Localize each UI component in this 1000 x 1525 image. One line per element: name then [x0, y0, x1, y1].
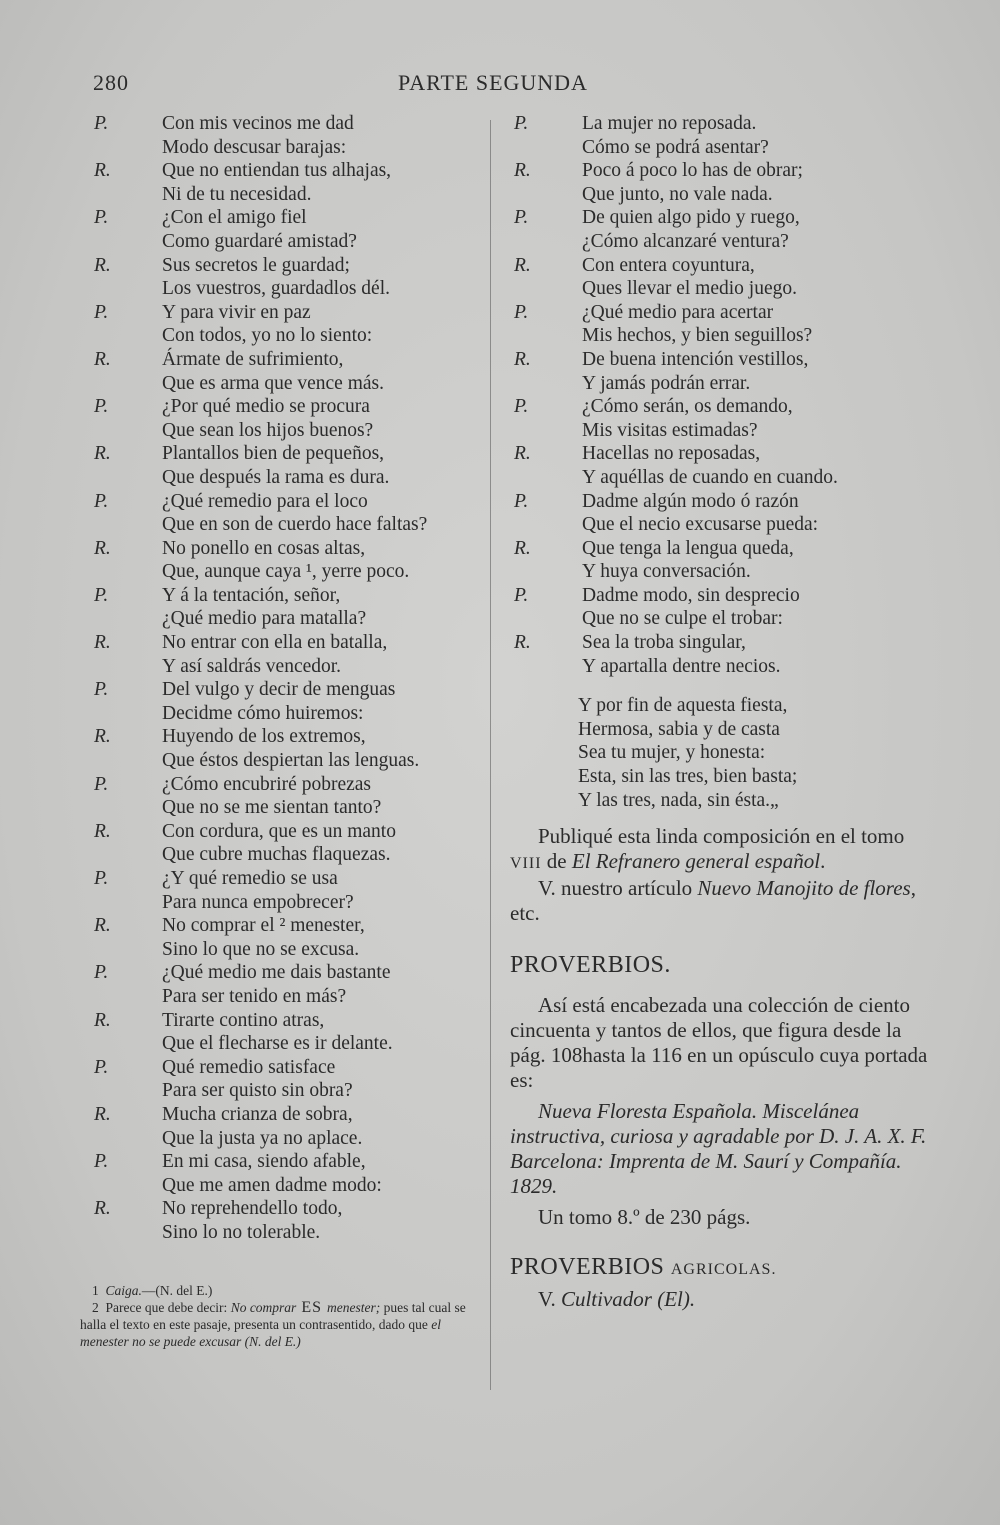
verse-lines	[162, 678, 490, 725]
verse-lines	[582, 112, 930, 159]
left-column	[90, 112, 490, 1245]
dialogue-exchange	[90, 1009, 490, 1056]
verse-line: Con todos, yo no lo siento:	[162, 325, 373, 347]
pub-text: Publiqué esta linda composición en el tomo	[538, 824, 905, 849]
speaker-label: R.	[94, 820, 111, 842]
verse-line: ¿Cómo encubriré pobrezas	[162, 773, 371, 795]
verse-line: Que el flecharse es ir delante.	[162, 1033, 393, 1055]
footnote-text: —(N. del E.)	[141, 1283, 213, 1298]
verse-line: No entrar con ella en batalla,	[162, 632, 388, 654]
footnote-italic: el menester no se puede excusar (N. del E.)	[80, 1317, 441, 1349]
page-number: 280	[93, 70, 129, 95]
agricolas-small: AGRICOLAS.	[670, 1261, 777, 1279]
speaker-label: P.	[94, 1056, 109, 1078]
proverbios-intro: Así está encabezada una colección de ciento cincuenta y tantos de ellos, que figura desde la pág. 108hasta la 116 en un opúsculo cuya portada es:	[510, 993, 928, 1093]
speaker-label: P.	[94, 679, 109, 701]
verse-lines	[582, 442, 930, 489]
verse-line: Ármate de sufrimiento,	[162, 348, 344, 370]
verse-lines	[162, 1056, 490, 1103]
dialogue-exchange	[90, 820, 490, 867]
stanza-line: Sea tu mujer, y honesta:	[578, 742, 766, 764]
verse-lines	[582, 631, 930, 678]
verse-line: Que, aunque caya ¹, yerre poco.	[162, 561, 410, 583]
verse-line: Y huya conversación.	[582, 561, 751, 583]
verse-line: Que no se me sientan tanto?	[162, 797, 382, 819]
verse-line: Mis visitas estimadas?	[582, 419, 758, 441]
dialogue-exchange	[510, 631, 930, 678]
verse-line: Mis hechos, y bien seguillos?	[582, 325, 813, 347]
verse-line: ¿Qué medio para acertar	[582, 301, 774, 323]
speaker-label: P.	[514, 584, 529, 606]
verse-lines	[162, 442, 490, 489]
verse-line: Hacellas no reposadas,	[582, 443, 761, 465]
verse-lines	[162, 1150, 490, 1197]
speaker-label: R.	[514, 160, 531, 182]
dialogue-exchange	[90, 159, 490, 206]
verse-line: Decidme cómo huiremos:	[162, 702, 364, 724]
see-also-note	[510, 876, 930, 926]
verse-line: Modo descusar barajas:	[162, 136, 347, 158]
verse-line: ¿Qué medio para matalla?	[162, 608, 367, 630]
verse-line: Y así saldrás vencedor.	[162, 655, 342, 677]
speaker-label: R.	[94, 1009, 111, 1031]
speaker-label: P.	[514, 490, 529, 512]
speaker-label: P.	[514, 207, 529, 229]
verse-line: No comprar el ² menester,	[162, 915, 365, 937]
dialogue-exchange	[510, 395, 930, 442]
verse-line: Y para vivir en paz	[162, 301, 311, 323]
stanza-line: Y por fin de aquesta fiesta,	[578, 695, 788, 717]
speaker-label: P.	[94, 962, 109, 984]
verse-line: Sea la troba singular,	[582, 632, 746, 654]
verse-line: Poco á poco lo has de obrar;	[582, 160, 803, 182]
verse-line: Que junto, no vale nada.	[582, 183, 773, 205]
verse-lines	[162, 773, 490, 820]
agricolas-main: PROVERBIOS	[510, 1254, 665, 1281]
running-title: PARTE SEGUNDA	[398, 70, 588, 95]
stanza-line: Esta, sin las tres, bien basta;	[578, 766, 798, 788]
publication-note	[510, 824, 930, 876]
verse-line: Que no entiendan tus alhajas,	[162, 160, 392, 182]
verse-line: Para ser tenido en más?	[162, 985, 347, 1007]
verse-lines	[162, 725, 490, 772]
verse-lines	[162, 395, 490, 442]
dialogue-exchange	[510, 584, 930, 631]
verse-line: Y aquéllas de cuando en cuando.	[582, 466, 838, 488]
dialogue-exchange	[90, 1056, 490, 1103]
section-heading-agricolas	[510, 1254, 930, 1281]
pub-title: El Refranero general español	[571, 849, 821, 874]
verse-line: Sino lo no tolerable.	[162, 1221, 321, 1243]
verse-line: ¿Qué remedio para el loco	[162, 490, 368, 512]
verse-lines	[162, 961, 490, 1008]
footnote-italic: No comprar	[230, 1300, 297, 1315]
verse-line: Y á la tentación, señor,	[162, 584, 341, 606]
dialogue-exchange	[510, 301, 930, 348]
pub-volume: VIII	[510, 855, 542, 873]
speaker-label: P.	[94, 490, 109, 512]
verse-line: Con cordura, que es un manto	[162, 820, 396, 842]
dialogue-exchange	[90, 537, 490, 584]
speaker-label: P.	[94, 301, 109, 323]
verse-lines	[162, 348, 490, 395]
dialogue-exchange	[90, 678, 490, 725]
verse-lines	[162, 206, 490, 253]
speaker-label: R.	[514, 348, 531, 370]
dialogue-exchange	[90, 1150, 490, 1197]
verse-line: Tirarte contino atras,	[162, 1009, 325, 1031]
verse-line: Sino lo que no se excusa.	[162, 938, 360, 960]
verse-lines	[162, 820, 490, 867]
speaker-label: R.	[514, 443, 531, 465]
dialogue-exchange	[90, 112, 490, 159]
speaker-label: R.	[94, 915, 111, 937]
speaker-label: R.	[94, 537, 111, 559]
footnote-italic: menester;	[327, 1300, 381, 1315]
dialogue-exchange	[90, 867, 490, 914]
verse-lines	[582, 584, 930, 631]
footnote-text: Parece que debe decir:	[105, 1300, 231, 1315]
pub-end: .	[820, 849, 826, 874]
footnote-2	[80, 1299, 480, 1350]
dialogue-exchange	[510, 490, 930, 537]
see-also-prefix: V. nuestro artículo	[538, 876, 698, 901]
verse-line: Que no se culpe el trobar:	[582, 608, 783, 630]
verse-lines	[162, 584, 490, 631]
dialogue-exchange	[510, 112, 930, 159]
speaker-label: P.	[514, 396, 529, 418]
verse-line: Del vulgo y decir de menguas	[162, 679, 396, 701]
verse-line: Que tenga la lengua queda,	[582, 537, 794, 559]
speaker-label: P.	[94, 1151, 109, 1173]
verse-line: Como guardaré amistad?	[162, 230, 357, 252]
verse-line: ¿Por qué medio se procura	[162, 396, 370, 418]
footnote-1	[80, 1282, 480, 1299]
dialogue-exchange	[90, 914, 490, 961]
speaker-label: P.	[94, 113, 109, 134]
verse-line: La mujer no reposada.	[582, 113, 757, 134]
speaker-label: P.	[94, 868, 109, 889]
verse-lines	[162, 1009, 490, 1056]
speaker-label: R.	[94, 632, 111, 654]
dialogue-exchange	[510, 206, 930, 253]
right-dialogue	[510, 112, 930, 678]
page-header	[0, 70, 1000, 100]
verse-line: Que éstos despiertan las lenguas.	[162, 750, 420, 772]
dialogue-exchange	[90, 395, 490, 442]
verse-line: De buena intención vestillos,	[582, 348, 809, 370]
dialogue-exchange	[90, 773, 490, 820]
verse-line: Con mis vecinos me dad	[162, 113, 354, 134]
stanza-line: Hermosa, sabia y de casta	[578, 718, 780, 740]
right-column	[510, 112, 930, 1312]
verse-line: Los vuestros, guardadlos dél.	[162, 278, 391, 300]
verse-line: Que me amen dadme modo:	[162, 1174, 382, 1196]
verse-line: Que el necio excusarse pueda:	[582, 514, 819, 536]
column-divider	[490, 120, 491, 1390]
dialogue-exchange	[90, 584, 490, 631]
dialogue-exchange	[90, 254, 490, 301]
speaker-label: R.	[94, 160, 111, 182]
speaker-label: R.	[514, 632, 531, 654]
proverbios-volume: Un tomo 8.º de 230 págs.	[538, 1205, 751, 1230]
verse-lines	[162, 254, 490, 301]
verse-lines	[582, 301, 930, 348]
speaker-label: R.	[94, 1198, 111, 1220]
section-heading-proverbios: PROVERBIOS.	[510, 952, 671, 979]
verse-line: Huyendo de los extremos,	[162, 726, 366, 748]
speaker-label: P.	[514, 301, 529, 323]
speaker-label: R.	[94, 254, 111, 276]
speaker-label: R.	[514, 537, 531, 559]
verse-line: No reprehendello todo,	[162, 1198, 343, 1220]
footnote-text: pues tal cual se halla el texto en este pasaje, presenta un contrasentido, dado que	[80, 1300, 466, 1332]
verse-line: Ni de tu necesidad.	[162, 183, 312, 205]
verse-line: ¿Y qué remedio se usa	[162, 868, 338, 889]
agricolas-ref-title: Cultivador (El).	[560, 1287, 696, 1312]
dialogue-exchange	[510, 254, 930, 301]
verse-line: No ponello en cosas altas,	[162, 537, 366, 559]
verse-lines	[162, 914, 490, 961]
verse-line: Con entera coyuntura,	[582, 254, 755, 276]
speaker-label: P.	[94, 773, 109, 795]
verse-line: Mucha crianza de sobra,	[162, 1103, 353, 1125]
agricolas-ref	[510, 1287, 930, 1312]
verse-lines	[582, 537, 930, 584]
speaker-label: P.	[94, 207, 109, 229]
verse-lines	[582, 395, 930, 442]
speaker-label: R.	[94, 726, 111, 748]
proverbios-quoted-title: Nueva Floresta Española. Miscelánea instructiva, curiosa y agradable por D. J. A. X. F. Barcelona: Imprenta de M. Saurí y Compañía. 1829.	[510, 1099, 927, 1199]
verse-lines	[582, 490, 930, 537]
verse-line: Y jamás podrán errar.	[582, 372, 751, 394]
speaker-label: R.	[94, 1103, 111, 1125]
verse-lines	[582, 348, 930, 395]
dialogue-exchange	[90, 631, 490, 678]
verse-line: Qué remedio satisface	[162, 1056, 336, 1078]
verse-line: Cómo se podrá asentar?	[582, 136, 769, 158]
verse-lines	[162, 490, 490, 537]
verse-line: Plantallos bien de pequeños,	[162, 443, 385, 465]
dialogue-exchange	[90, 1197, 490, 1244]
dialogue-exchange	[510, 159, 930, 206]
verse-line: ¿Qué medio me dais bastante	[162, 962, 391, 984]
speaker-label: P.	[94, 396, 109, 418]
pub-text-mid: de	[541, 849, 572, 874]
dialogue-exchange	[90, 206, 490, 253]
verse-line: Sus secretos le guardad;	[162, 254, 350, 276]
verse-line: Que cubre muchas flaquezas.	[162, 844, 391, 866]
verse-line: En mi casa, siendo afable,	[162, 1151, 366, 1173]
verse-lines	[582, 206, 930, 253]
verse-line: Ques llevar el medio juego.	[582, 278, 797, 300]
dialogue-exchange	[510, 537, 930, 584]
dialogue-exchange	[90, 348, 490, 395]
footnote-number: 2	[92, 1300, 99, 1315]
footnote-caps: ES	[296, 1299, 327, 1316]
footnote-number: 1	[92, 1283, 99, 1298]
verse-line: Dadme modo, sin desprecio	[582, 584, 800, 606]
verse-lines	[162, 1197, 490, 1244]
agricolas-ref-prefix: V.	[538, 1287, 561, 1312]
dialogue-exchange	[90, 301, 490, 348]
dialogue-exchange	[90, 490, 490, 537]
verse-lines	[162, 867, 490, 914]
dialogue-exchange	[510, 348, 930, 395]
dialogue-exchange	[90, 961, 490, 1008]
verse-line: Que sean los hijos buenos?	[162, 419, 374, 441]
footnotes	[80, 1282, 480, 1350]
verse-lines	[582, 159, 930, 206]
see-also-title: Nuevo Manojito de flores	[697, 876, 911, 901]
verse-line: Que después la rama es dura.	[162, 466, 390, 488]
speaker-label: P.	[514, 113, 529, 134]
verse-lines	[162, 112, 490, 159]
verse-lines	[162, 159, 490, 206]
verse-line: Para nunca empobrecer?	[162, 891, 354, 913]
verse-lines	[162, 301, 490, 348]
verse-lines	[162, 631, 490, 678]
dialogue-exchange	[510, 442, 930, 489]
verse-line: ¿Cómo alcanzaré ventura?	[582, 230, 789, 252]
speaker-label: P.	[94, 584, 109, 606]
speaker-label: R.	[514, 254, 531, 276]
speaker-label: R.	[94, 348, 111, 370]
verse-line: Que la justa ya no aplace.	[162, 1127, 363, 1149]
verse-line: Y apartalla dentre necios.	[582, 655, 781, 677]
verse-line: De quien algo pido y ruego,	[582, 207, 800, 229]
verse-line: Que en son de cuerdo hace faltas?	[162, 514, 428, 536]
see-also-suffix: , etc.	[510, 876, 916, 926]
dialogue-exchange	[90, 725, 490, 772]
verse-lines	[162, 537, 490, 584]
dialogue-exchange	[90, 1103, 490, 1150]
verse-line: ¿Cómo serán, os demando,	[582, 396, 793, 418]
dialogue-exchange	[90, 442, 490, 489]
verse-line: Que es arma que vence más.	[162, 372, 384, 394]
footnote-italic: Caiga.	[105, 1283, 142, 1298]
verse-line: ¿Con el amigo fiel	[162, 207, 307, 229]
stanza-line: Y las tres, nada, sin ésta.„	[578, 789, 779, 811]
verse-lines	[582, 254, 930, 301]
verse-lines	[162, 1103, 490, 1150]
speaker-label: R.	[94, 443, 111, 465]
closing-stanza	[510, 694, 930, 812]
verse-line: Dadme algún modo ó razón	[582, 490, 799, 512]
verse-line: Para ser quisto sin obra?	[162, 1080, 353, 1102]
